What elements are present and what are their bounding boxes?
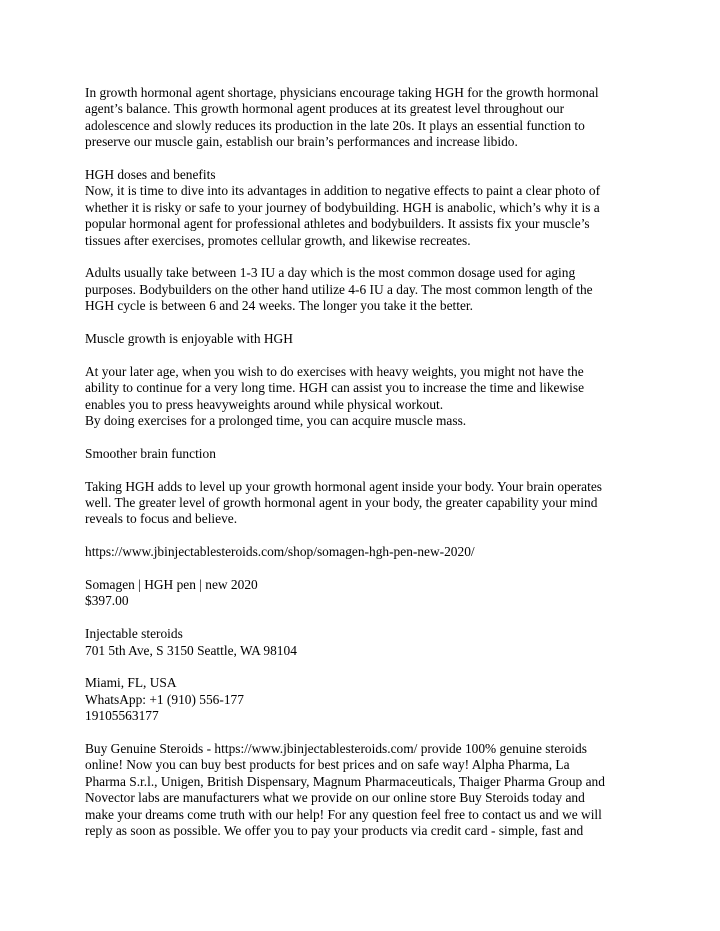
product-price: $397.00 (85, 593, 129, 609)
text-line: make your dreams come truth with our help! For any question feel free to contact us and we will (85, 806, 602, 822)
text-line: Novector labs are manufacturers what we provide on our online store Buy Steroids today and (85, 790, 585, 806)
text-line: preserve our muscle gain, establish our brain’s performances and increase libido. (85, 134, 518, 150)
text-line: Pharma S.r.l., Unigen, British Dispensary, Magnum Pharmaceuticals, Thaiger Pharma Group and (85, 773, 605, 789)
section-heading: Muscle growth is enjoyable with HGH (85, 331, 293, 347)
text-line: Now, it is time to dive into its advantages in addition to negative effects to paint a clear photo of (85, 183, 601, 199)
text-line: HGH cycle is between 6 and 24 weeks. The longer you take it the better. (85, 298, 473, 314)
text-line: By doing exercises for a prolonged time, you can acquire muscle mass. (85, 413, 467, 429)
text-line: popular hormonal agent for professional athletes and bodybuilders. It assists fix your muscle’s (85, 216, 590, 232)
document-page (85, 85, 645, 856)
text-line: well. The greater level of growth hormonal agent in your body, the greater capability your mind (85, 495, 598, 511)
brain-function-heading (85, 446, 645, 462)
text-line: In growth hormonal agent shortage, physicians encourage taking HGH for the growth hormonal (85, 85, 599, 100)
contact-paragraph (85, 675, 645, 724)
contact-phone: 19105563177 (85, 708, 159, 724)
text-line: purposes. Bodybuilders on the other hand utilize 4-6 IU a day. The most common length of the (85, 281, 593, 297)
store-address: 701 5th Ave, S 3150 Seattle, WA 98104 (85, 642, 297, 658)
text-line: enables you to press heavyweights around while physical workout. (85, 396, 444, 412)
doses-benefits-paragraph (85, 167, 645, 249)
section-heading: Smoother brain function (85, 445, 216, 461)
text-line: adolescence and slowly reduces its production in the late 20s. It plays an essential function to (85, 117, 585, 133)
store-name: Injectable steroids (85, 626, 183, 642)
text-line: online! Now you can buy best products for best prices and on safe way! Alpha Pharma, La (85, 757, 570, 773)
text-line: Buy Genuine Steroids - https://www.jbinjectablesteroids.com/ provide 100% genuine steroids (85, 741, 587, 757)
contact-whatsapp: WhatsApp: +1 (910) 556-177 (85, 691, 244, 707)
text-line: reveals to focus and believe. (85, 511, 238, 527)
section-heading: HGH doses and benefits (85, 167, 216, 183)
muscle-growth-heading (85, 331, 645, 347)
text-line: ability to continue for a very long time. HGH can assist you to increase the time and likewise (85, 380, 585, 396)
text-line: Taking HGH adds to level up your growth hormonal agent inside your body. Your brain operates (85, 478, 602, 494)
dosage-paragraph (85, 265, 645, 314)
text-line: agent’s balance. This growth hormonal agent produces at its greatest level throughout our (85, 101, 565, 117)
text-line: tissues after exercises, promotes cellular growth, and likewise recreates. (85, 232, 471, 248)
product-name: Somagen | HGH pen | new 2020 (85, 577, 258, 593)
text-line: Adults usually take between 1-3 IU a day which is the most common dosage used for aging (85, 265, 576, 281)
text-line: whether it is risky or safe to your journey of bodybuilding. HGH is anabolic, which’s why it is a (85, 199, 600, 215)
text-line: reply as soon as possible. We offer you to pay your products via credit card - simple, fast and (85, 823, 584, 839)
brain-function-paragraph (85, 479, 645, 528)
text-line: At your later age, when you wish to do exercises with heavy weights, you might not have the (85, 363, 584, 379)
product-url: https://www.jbinjectablesteroids.com/shop/somagen-hgh-pen-new-2020/ (85, 544, 475, 560)
intro-paragraph (85, 85, 645, 151)
product-url-paragraph (85, 544, 645, 560)
buy-steroids-paragraph (85, 741, 645, 839)
store-address-paragraph (85, 626, 645, 659)
product-paragraph (85, 577, 645, 610)
muscle-growth-paragraph (85, 364, 645, 430)
contact-location: Miami, FL, USA (85, 675, 177, 691)
